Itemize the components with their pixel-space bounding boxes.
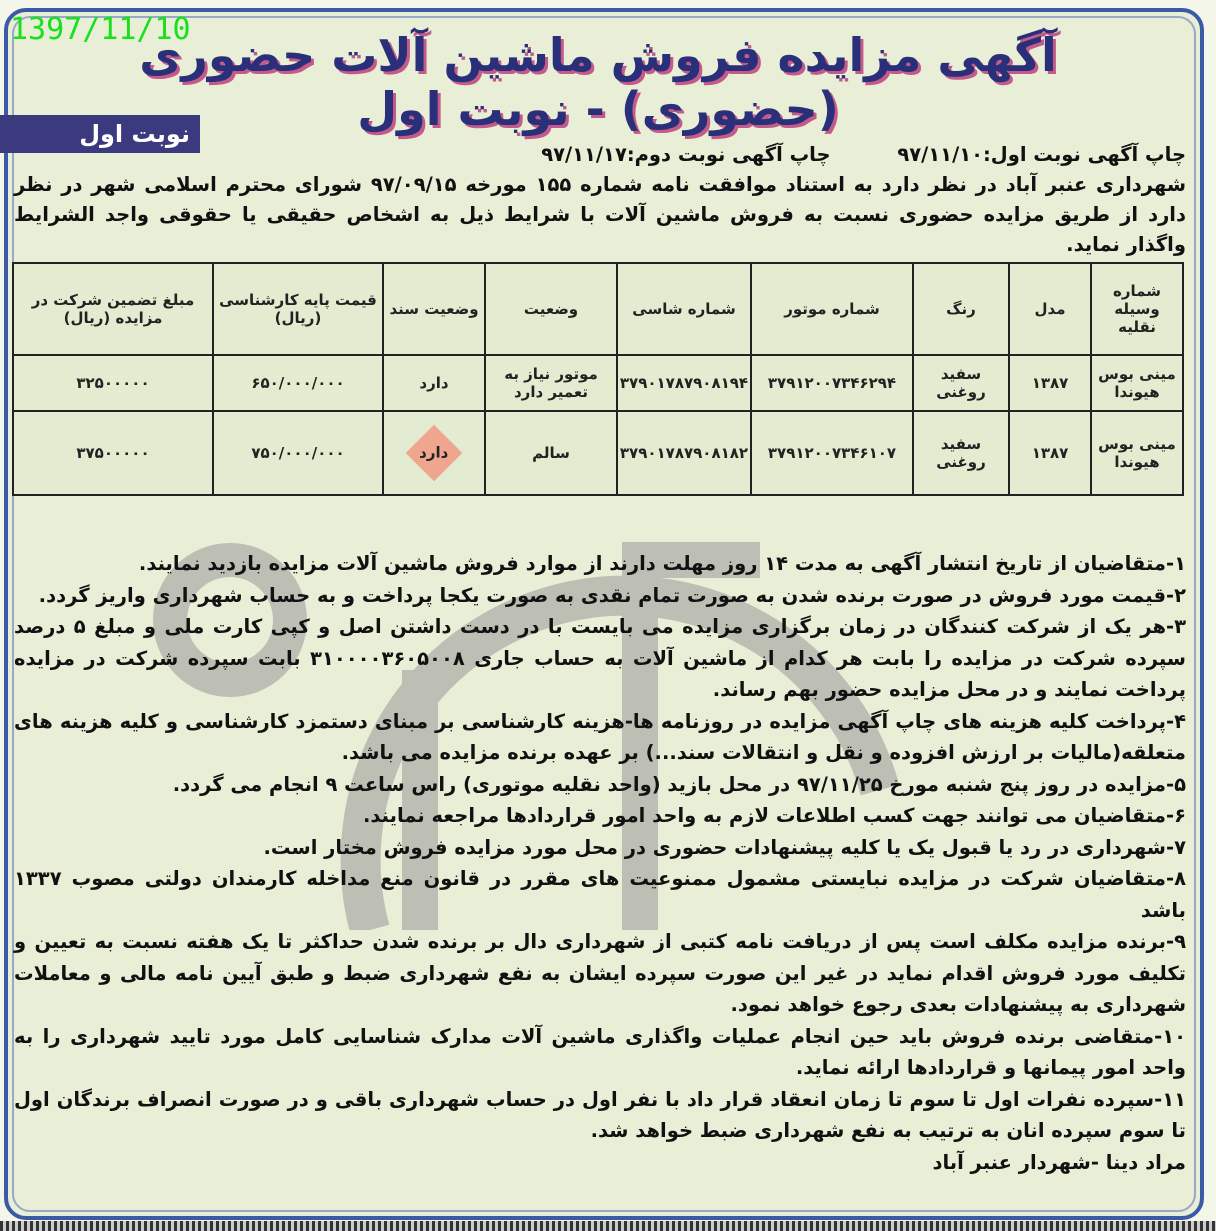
cell-vehicle: مینی بوس هیوندا [1091, 411, 1183, 495]
cell-document-status: دارد [383, 355, 485, 411]
cell-engine-number: ۳۷۹۱۲۰۰۷۳۴۶۲۹۴ [751, 355, 913, 411]
round-badge: نوبت اول [0, 115, 200, 153]
term-item: ۹-برنده مزایده مکلف است پس از دریافت نامه کتبی از شهرداری دال بر برنده شدن حداکثر تا یک هفته نسبت به تعیین و تکلیف مورد فروش اقدام نماید در غیر این صورت سپرده ایشان به نفع شهرداری ضبط و طبق آیین نامه مالی و معاملات شهرداری به پیشنهادات بعدی رجوع خواهد نمود. [14, 930, 1186, 1016]
term-item: ۸-متقاضیان شرکت در مزایده نبایستی مشمول ممنوعیت های مقرر در قانون منع مداخله کارمندان دولتی مصوب ۱۳۳۷ باشد [14, 867, 1186, 922]
cell-condition: موتور نیاز به تعمیر دارد [485, 355, 617, 411]
cell-condition: سالم [485, 411, 617, 495]
term-item: ۵-مزایده در روز پنج شنبه مورخ ۹۷/۱۱/۲۵ در محل بازید (واحد نقلیه موتوری) راس ساعت ۹ انجام می گردد. [172, 772, 1186, 796]
term-item: ۷-شهرداری در رد یا قبول یک یا کلیه پیشنهادات حضوری در محل مورد مزایده فروش مختار است. [263, 835, 1186, 859]
cell-document-status [383, 411, 485, 495]
col-color: رنگ [913, 263, 1009, 355]
col-engine-number: شماره موتور [751, 263, 913, 355]
second-print-date: چاپ آگهی نوبت دوم:۹۷/۱۱/۱۷ [541, 143, 831, 166]
col-base-price: قیمت پایه کارشناسی (ریال) [213, 263, 383, 355]
term-item: ۱۱-سپرده نفرات اول تا سوم تا زمان انعقاد قرار داد با نفر اول در حساب شهرداری باقی و در صورت انصراف برندگان اول تا سوم سپرده انان به ترتیب به نفع شهرداری ضبط خواهد شد. [14, 1087, 1186, 1142]
table-row [13, 411, 1183, 495]
term-item: ۱۰-متقاضی برنده فروش باید حین انجام عملیات واگذاری ماشین آلات مدارک شناسایی کامل مورد تایید شهرداری را به واحد امور پیمانها و قراردادها ارائه نماید. [14, 1024, 1186, 1079]
col-guarantee: مبلغ تضمین شرکت در مزایده (ریال) [13, 263, 213, 355]
term-item: ۱-متقاضیان از تاریخ انتشار آگهی به مدت ۱۴ روز مهلت دارند از موارد فروش ماشین آلات مزایده بازدید نمایند. [138, 552, 1186, 575]
term-item: ۳-هر یک از شرکت کنندگان در زمان برگزاری مزایده می بایست با در دست داشتن اصل و کپی کارت ملی و مبلغ ۵ درصد سپرده شرکت در مزایده را بابت هر کدام از ماشین آلات به حساب جاری ۳۱۰۰۰۰۳۶۰۵۰۰۸ بابت سپرده شرکت در مزایده پرداخت نمایند و در محل مزایده حضور بهم رساند. [14, 615, 1186, 701]
cell-guarantee: ۳۷۵۰۰۰۰۰ [13, 411, 213, 495]
col-document-status: وضعیت سند [383, 263, 485, 355]
table-header-row [13, 263, 1183, 355]
print-dates [14, 140, 1186, 170]
cell-chassis-number: ۳۷۹۰۱۷۸۷۹۰۸۱۸۲ [617, 411, 751, 495]
cell-color: سفید روغنی [913, 355, 1009, 411]
cell-vehicle: مینی بوس هیوندا [1091, 355, 1183, 411]
col-chassis-number: شماره شاسی [617, 263, 751, 355]
cell-base-price: ۷۵۰/۰۰۰/۰۰۰ [213, 411, 383, 495]
highlight-diamond [406, 425, 463, 482]
cell-model: ۱۳۸۷ [1009, 411, 1091, 495]
intro-text: شهرداری عنبر آباد در نظر دارد به استناد موافقت نامه شماره ۱۵۵ مورخه ۹۷/۰۹/۱۵ شورای محترم اسلامی شهر در نظر دارد از طریق مزایده حضوری نسبت به فروش ماشین آلات با شرایط ذیل به اشخاص حقیقی یا حقوقی واجد الشرایط واگذار نماید. [14, 173, 1186, 256]
cell-engine-number: ۳۷۹۱۲۰۰۷۳۴۶۱۰۷ [751, 411, 913, 495]
document-status-text: دارد [419, 444, 449, 462]
date-stamp: 1397/11/10 [10, 12, 191, 47]
vehicles-table [12, 262, 1184, 496]
cell-guarantee: ۳۲۵۰۰۰۰۰ [13, 355, 213, 411]
col-condition: وضعیت [485, 263, 617, 355]
col-model: مدل [1009, 263, 1091, 355]
table-row [13, 355, 1183, 411]
ad-title: آگهی مزایده فروش ماشین آلات حضوری (حضوری) - نوبت اول [139, 28, 1057, 136]
first-print-date: چاپ آگهی نوبت اول:۹۷/۱۱/۱۰ [897, 143, 1186, 166]
term-item: ۲-قیمت مورد فروش در صورت برنده شدن به صورت تمام نقدی به صورت یکجا پرداخت و به حساب شهرداری واریز گردد. [38, 583, 1186, 607]
term-item: ۶-متقاضیان می توانند جهت کسب اطلاعات لازم به واحد امور قراردادها مراجعه نمایند. [362, 804, 1186, 827]
intro-block [14, 140, 1186, 260]
signature: مراد دینا -شهردار عنبر آباد [932, 1150, 1186, 1174]
cell-color: سفید روغنی [913, 411, 1009, 495]
col-vehicle: شماره وسیله نقلیه [1091, 263, 1183, 355]
term-item: ۴-پرداخت کلیه هزینه های چاپ آگهی مزایده در روزنامه ها-هزینه کارشناسی بر مبنای دستمزد کارشناسی و کلیه هزینه های متعلقه(مالیات بر ارزش افزوده و نقل و انتقالات سند...) بر عهده برنده مزایده می باشد. [14, 709, 1186, 764]
cell-chassis-number: ۳۷۹۰۱۷۸۷۹۰۸۱۹۴ [617, 355, 751, 411]
terms-list [14, 548, 1186, 1178]
bottom-edge [0, 1221, 1216, 1231]
cell-model: ۱۳۸۷ [1009, 355, 1091, 411]
cell-base-price: ۶۵۰/۰۰۰/۰۰۰ [213, 355, 383, 411]
